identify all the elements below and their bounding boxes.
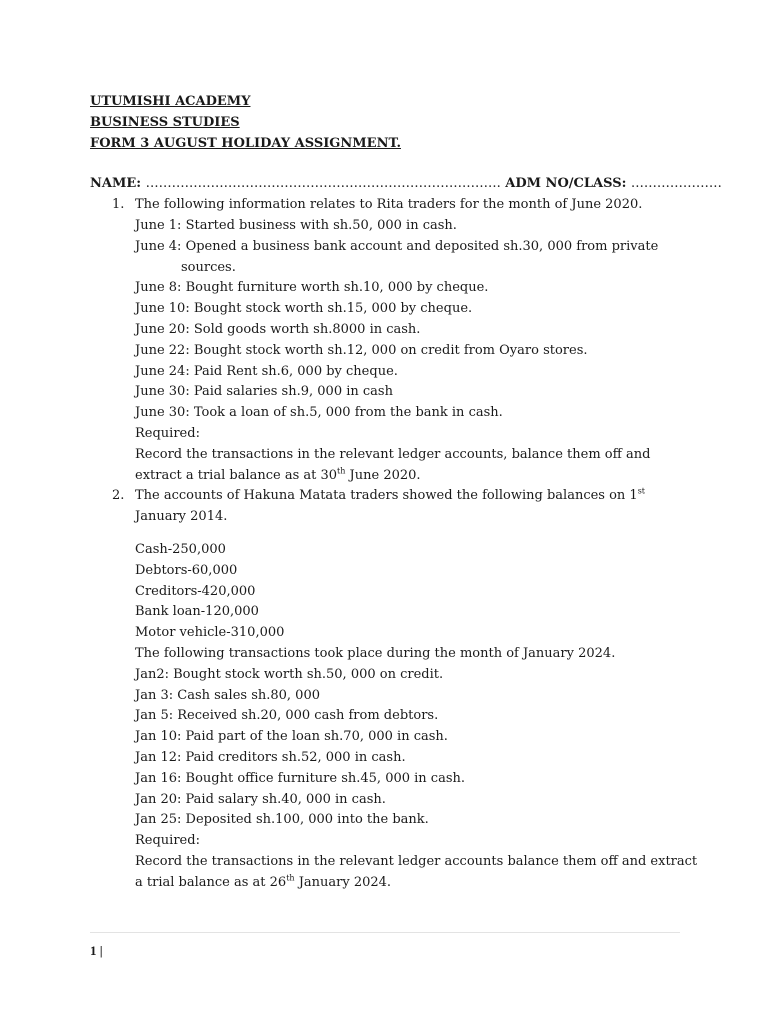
page-footer bbox=[90, 932, 680, 958]
transaction-line: Jan 12: Paid creditors sh.52, 000 in cash. bbox=[135, 749, 406, 765]
balance-line: Motor vehicle-310,000 bbox=[135, 625, 285, 641]
transaction-line: June 30: Took a loan of sh.5, 000 from the bank in cash. bbox=[135, 405, 503, 421]
following-text: The following transactions took place during the month of January 2024. bbox=[135, 645, 616, 661]
transaction-line: June 8: Bought furniture worth sh.10, 000 by cheque. bbox=[135, 280, 489, 296]
required-label: Required: bbox=[135, 425, 200, 441]
page-number: 1 | bbox=[90, 943, 103, 958]
subject-title: BUSINESS STUDIES bbox=[90, 114, 240, 130]
transaction-line: June 24: Paid Rent sh.6, 000 by cheque. bbox=[135, 363, 398, 379]
task-text: extract a trial balance as at 30th June 2020. bbox=[135, 466, 421, 483]
transaction-line: Jan 5: Received sh.20, 000 cash from debtors. bbox=[135, 708, 439, 724]
question-intro: The following information relates to Rita traders for the month of June 2020. bbox=[135, 197, 643, 213]
question-1 bbox=[90, 195, 690, 486]
transaction-line: June 30: Paid salaries sh.9, 000 in cash bbox=[135, 384, 393, 400]
question-2 bbox=[90, 486, 698, 893]
name-label: NAME: bbox=[90, 176, 142, 192]
balance-line: Bank loan-120,000 bbox=[135, 604, 259, 620]
balance-line: Creditors-420,000 bbox=[135, 583, 256, 599]
question-intro: The accounts of Hakuna Matata traders showed the following balances on 1st bbox=[135, 487, 646, 504]
adm-field[interactable]: ………………… bbox=[630, 176, 722, 192]
balance-line: Debtors-60,000 bbox=[135, 562, 238, 578]
transaction-line: June 1: Started business with sh.50, 000 in cash. bbox=[135, 217, 457, 233]
required-label: Required: bbox=[135, 833, 200, 849]
transaction-line: Jan 25: Deposited sh.100, 000 into the bank. bbox=[135, 812, 429, 828]
question-number: 2. bbox=[112, 488, 125, 504]
balance-line: Cash-250,000 bbox=[135, 541, 226, 557]
document-page bbox=[90, 92, 722, 893]
transaction-line: Jan 3: Cash sales sh.80, 000 bbox=[135, 687, 320, 703]
assignment-title: FORM 3 AUGUST HOLIDAY ASSIGNMENT. bbox=[90, 135, 401, 151]
question-number: 1. bbox=[112, 197, 125, 213]
name-row bbox=[90, 174, 722, 195]
question-intro-continued: January 2014. bbox=[135, 509, 228, 525]
adm-label: ADM NO/CLASS: bbox=[505, 176, 627, 192]
school-name: UTUMISHI ACADEMY bbox=[90, 94, 251, 109]
transaction-line-continued: sources. bbox=[181, 259, 236, 275]
transaction-line: Jan 20: Paid salary sh.40, 000 in cash. bbox=[135, 791, 386, 807]
transaction-line: June 20: Sold goods worth sh.8000 in cash. bbox=[135, 321, 421, 337]
transaction-line: June 22: Bought stock worth sh.12, 000 on credit from Oyaro stores. bbox=[135, 342, 588, 358]
transaction-line: Jan2: Bought stock worth sh.50, 000 on credit. bbox=[135, 666, 444, 682]
transaction-line: June 4: Opened a business bank account and deposited sh.30, 000 from private bbox=[135, 238, 659, 254]
task-text: Record the transactions in the relevant ledger accounts balance them off and extract bbox=[135, 853, 698, 869]
task-text: a trial balance as at 26th January 2024. bbox=[135, 873, 392, 890]
name-field[interactable]: ………………………………………………………………………. bbox=[145, 176, 501, 192]
transaction-line: Jan 16: Bought office furniture sh.45, 000 in cash. bbox=[135, 770, 466, 786]
transaction-line: Jan 10: Paid part of the loan sh.70, 000 in cash. bbox=[135, 729, 448, 745]
task-text: Record the transactions in the relevant ledger accounts, balance them off and bbox=[135, 446, 651, 462]
transaction-line: June 10: Bought stock worth sh.15, 000 by cheque. bbox=[135, 301, 473, 317]
